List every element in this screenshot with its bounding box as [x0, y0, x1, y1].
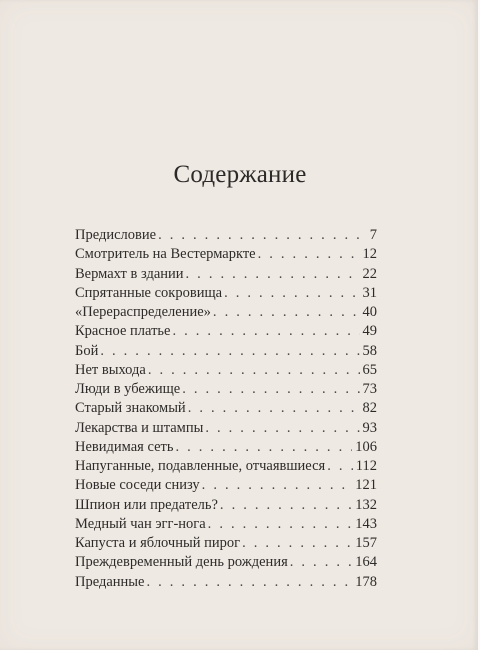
toc-entry-page-number: 143	[355, 515, 377, 532]
toc-entry-title: Красное платье	[75, 323, 171, 340]
toc-entry-title: Лекарства и штампы	[75, 419, 204, 436]
toc-leader-dots	[186, 265, 360, 284]
toc-entry-title: Преданные	[75, 573, 145, 590]
toc-entry-page-number: 7	[369, 227, 377, 243]
toc-entry	[75, 322, 377, 341]
toc-entry-title: Бой	[75, 342, 99, 359]
toc-entry-page-number: 132	[355, 496, 377, 513]
toc-entry-page-number: 40	[362, 304, 377, 320]
toc-entry-title: Капуста и яблочный пирог	[75, 535, 241, 551]
toc-entry	[75, 284, 377, 303]
toc-entry	[75, 573, 377, 592]
toc-entry-page-number: 49	[362, 323, 377, 340]
toc-entry-page-number: 93	[362, 419, 377, 436]
toc-entry-page-number: 22	[362, 265, 377, 282]
toc-entry-page-number: 178	[355, 573, 377, 590]
toc-entry-page-number: 157	[355, 535, 377, 551]
toc-entry-page-number: 121	[355, 477, 377, 494]
toc-leader-dots	[175, 438, 352, 457]
toc-entry-page-number: 65	[362, 361, 377, 378]
toc-entry-page-number: 164	[355, 554, 377, 571]
toc-leader-dots	[258, 245, 360, 264]
toc-entry-page-number: 106	[355, 438, 377, 455]
toc-entry-page-number: 73	[362, 381, 377, 397]
toc-entry	[75, 380, 377, 399]
toc-entry	[75, 496, 377, 515]
toc-entry	[75, 534, 377, 553]
toc-entry-title: Шпион или предатель?	[75, 496, 218, 513]
toc-leader-dots	[158, 226, 367, 245]
toc-entry	[75, 342, 377, 361]
toc-leader-dots	[146, 573, 352, 592]
toc-entry	[75, 245, 377, 264]
toc-leader-dots	[100, 342, 359, 361]
toc-leader-dots	[202, 476, 353, 495]
toc-entry-title: Невидимая сеть	[75, 438, 174, 455]
toc-entry-title: «Перераспределение»	[75, 304, 211, 320]
toc-entry-title: Спрятанные сокровища	[75, 284, 223, 301]
toc-entry-title: Напуганные, подавленные, отчаявшиеся	[75, 458, 326, 474]
toc-leader-dots	[148, 361, 360, 380]
toc-entry-title: Нет выхода	[75, 361, 146, 378]
toc-entry	[75, 265, 377, 284]
toc-entry-title: Смотритель на Вестермаркте	[75, 246, 256, 263]
table-of-contents	[75, 226, 377, 592]
toc-entry-title: Люди в убежище	[75, 381, 181, 397]
toc-entry	[75, 438, 377, 457]
toc-leader-dots	[205, 419, 359, 438]
toc-leader-dots	[327, 457, 353, 476]
toc-leader-dots	[188, 399, 360, 418]
toc-entry	[75, 226, 377, 245]
toc-entry-page-number: 58	[362, 342, 377, 359]
toc-entry	[75, 361, 377, 380]
toc-leader-dots	[290, 553, 353, 572]
toc-entry-title: Старый знакомый	[75, 400, 186, 417]
toc-leader-dots	[208, 515, 353, 534]
toc-leader-dots	[182, 380, 359, 399]
toc-entry	[75, 553, 377, 572]
toc-leader-dots	[172, 322, 359, 341]
toc-leader-dots	[224, 284, 359, 303]
toc-entry	[75, 399, 377, 418]
toc-leader-dots	[213, 303, 360, 322]
toc-entry	[75, 457, 377, 476]
toc-entry-page-number: 112	[355, 458, 377, 474]
toc-entry-page-number: 12	[362, 246, 377, 263]
toc-entry-page-number: 82	[362, 400, 377, 417]
toc-entry	[75, 419, 377, 438]
toc-leader-dots	[220, 496, 352, 515]
toc-entry-title: Преждевременный день рождения	[75, 554, 288, 571]
toc-entry	[75, 303, 377, 322]
contents-heading: Содержание	[173, 161, 307, 188]
toc-entry-title: Предисловие	[75, 227, 157, 243]
toc-entry-title: Новые соседи снизу	[75, 477, 200, 494]
toc-entry-title: Вермахт в здании	[75, 265, 184, 282]
toc-entry	[75, 476, 377, 495]
toc-entry	[75, 515, 377, 534]
toc-leader-dots	[242, 534, 352, 553]
toc-entry-page-number: 31	[362, 284, 377, 301]
toc-entry-title: Медный чан эгг-нога	[75, 515, 206, 532]
